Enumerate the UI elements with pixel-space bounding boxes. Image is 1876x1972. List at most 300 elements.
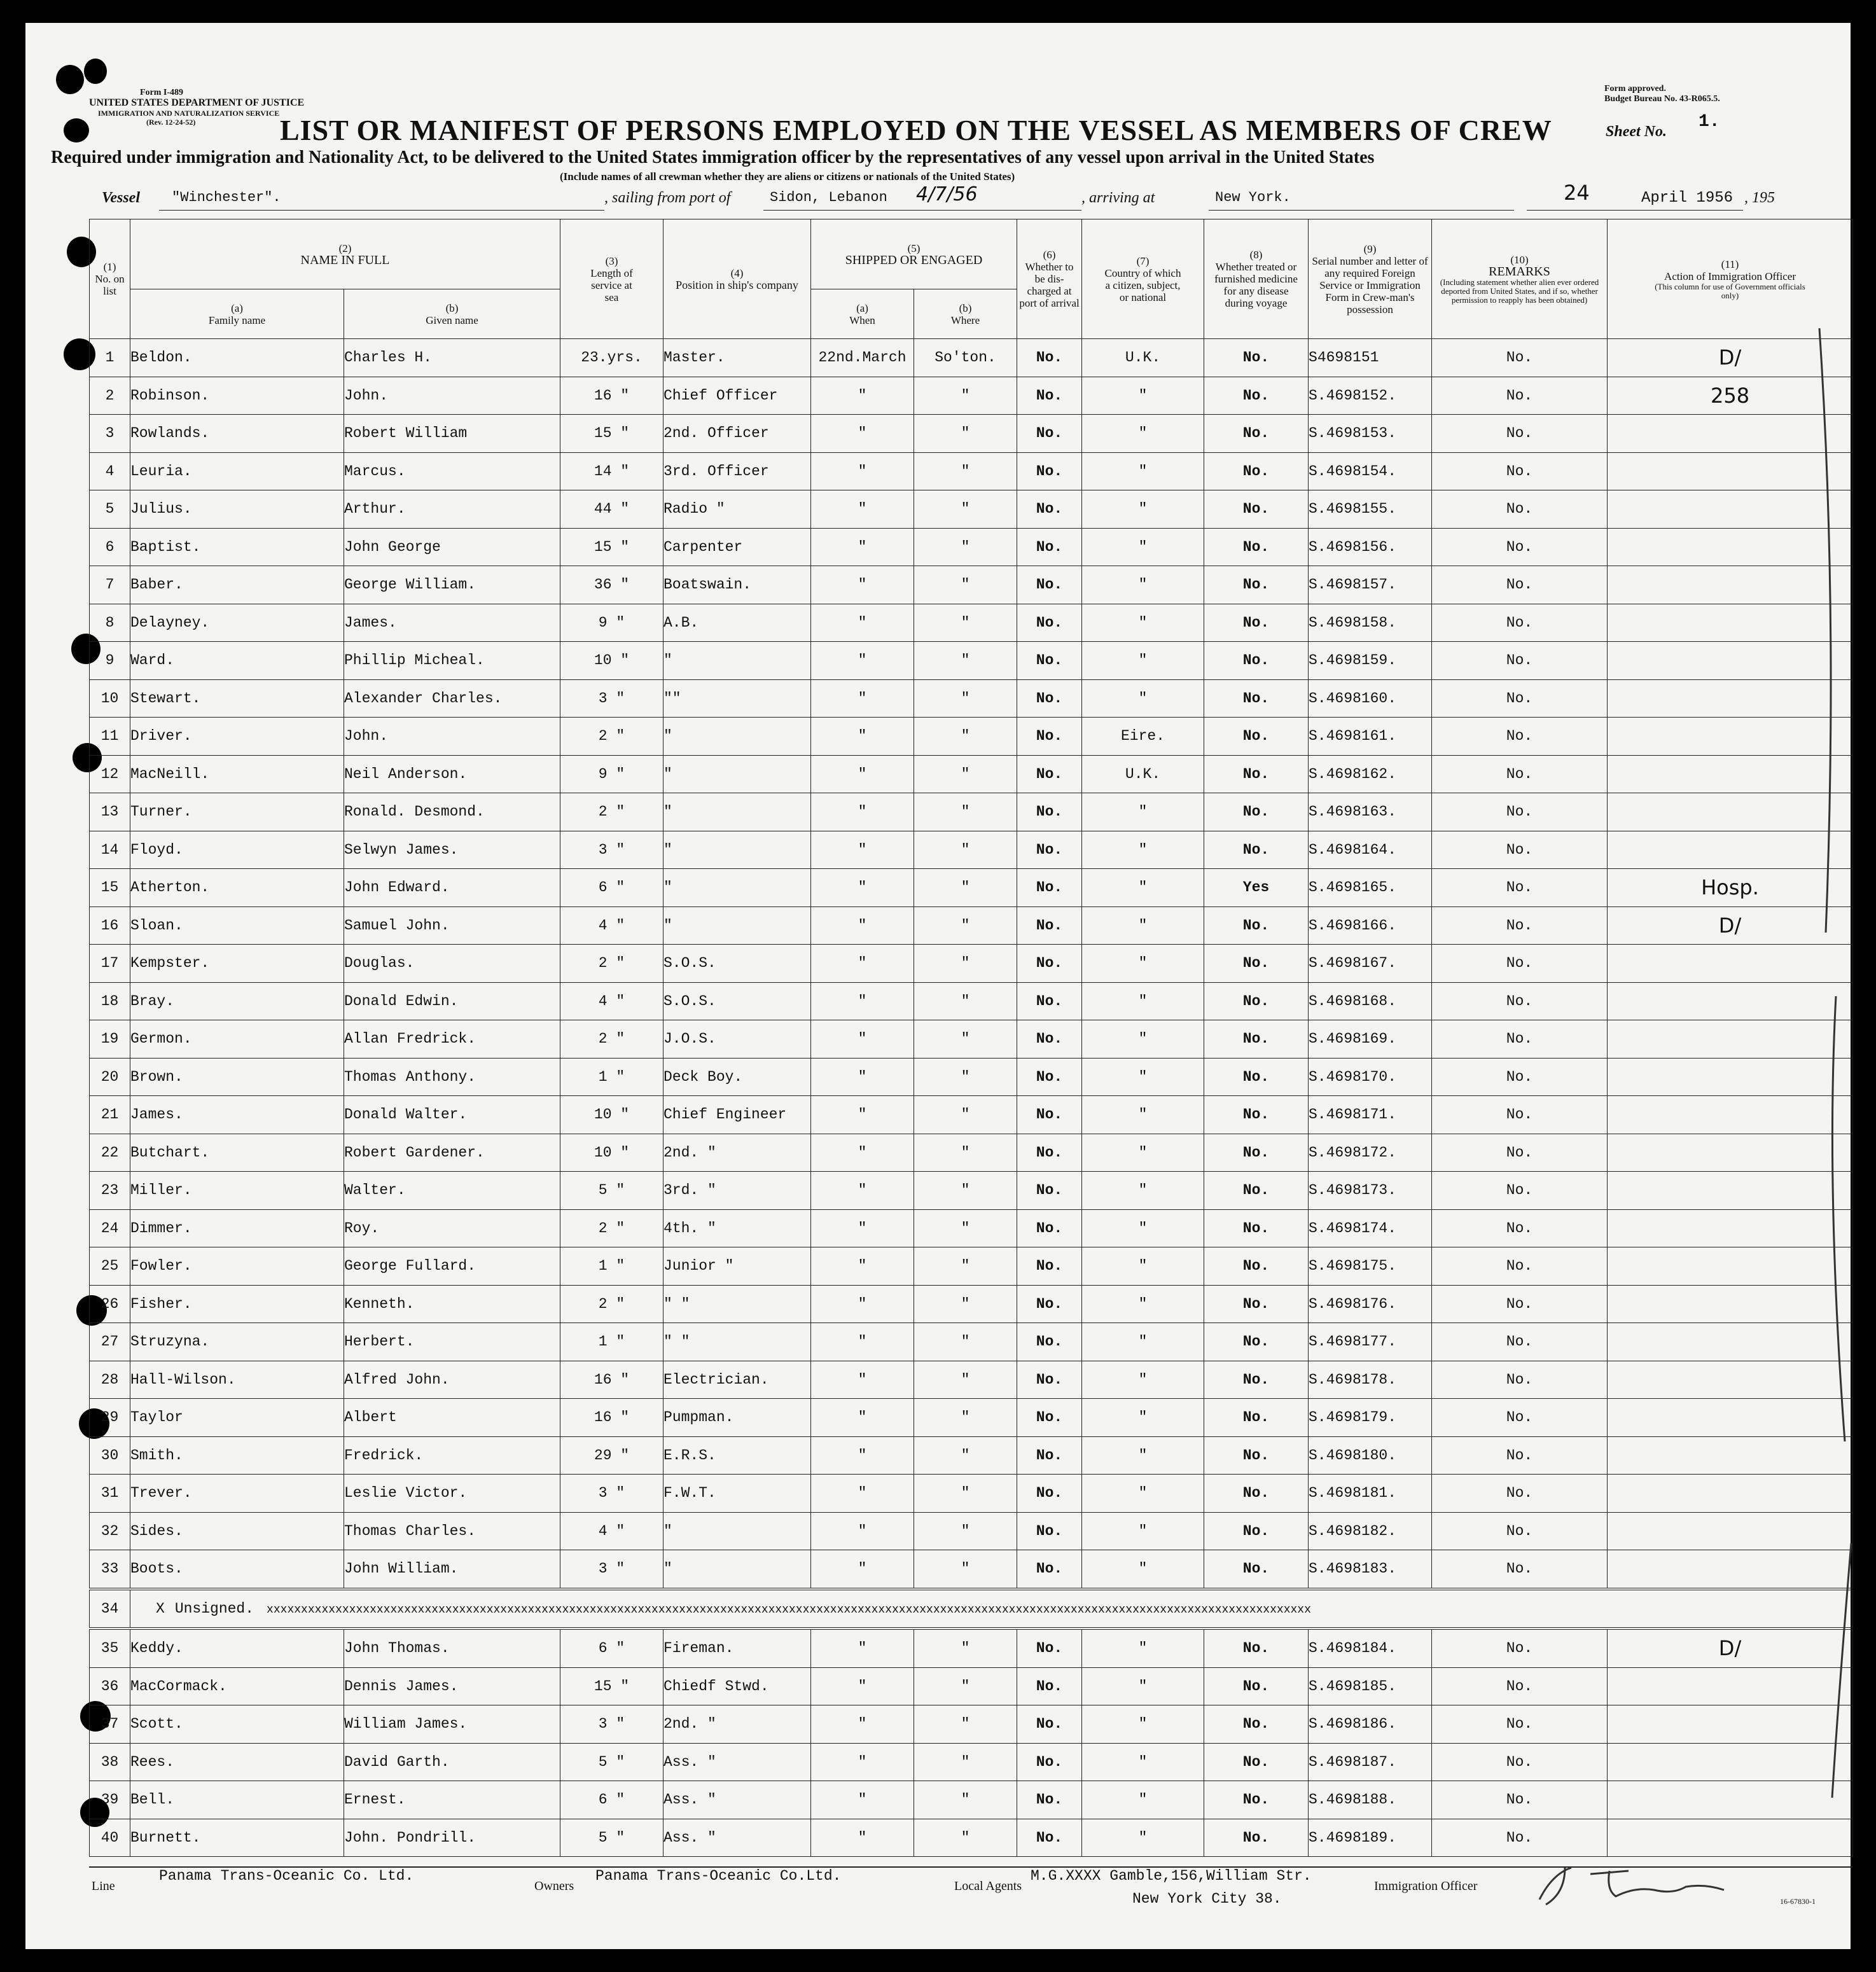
cell-position: F.W.T. bbox=[664, 1475, 811, 1513]
row-number: 7 bbox=[90, 566, 130, 604]
cell-action: D/ bbox=[1608, 339, 1853, 377]
cell-given: Roy. bbox=[344, 1209, 560, 1247]
col-no-header: (1) No. on list bbox=[90, 219, 130, 339]
cell-service: 1 " bbox=[560, 1247, 664, 1286]
row-number: 2 bbox=[90, 377, 130, 415]
cell-family: Scott. bbox=[130, 1705, 344, 1744]
service: IMMIGRATION AND NATURALIZATION SERVICE bbox=[98, 109, 280, 118]
cell-remarks: No. bbox=[1432, 1667, 1608, 1705]
cell-country: " bbox=[1082, 377, 1204, 415]
cell-discharged: No. bbox=[1017, 1628, 1082, 1667]
row-number: 27 bbox=[90, 1323, 130, 1361]
cell-when: " bbox=[811, 1096, 914, 1134]
cell-family: Delayney. bbox=[130, 604, 344, 642]
row-number: 9 bbox=[90, 642, 130, 680]
handwritten-date: 4/7/56 bbox=[916, 183, 978, 205]
cell-discharged: No. bbox=[1017, 415, 1082, 453]
table-row bbox=[90, 1781, 1853, 1819]
cell-country: " bbox=[1082, 1550, 1204, 1589]
revision: (Rev. 12-24-52) bbox=[146, 118, 196, 127]
officer-label: Immigration Officer bbox=[1374, 1879, 1478, 1893]
cell-given: Albert bbox=[344, 1399, 560, 1437]
cell-where: " bbox=[914, 1512, 1017, 1550]
cell-service: 2 " bbox=[560, 718, 664, 756]
cell-where: " bbox=[914, 1020, 1017, 1059]
cell-where: " bbox=[914, 1134, 1017, 1172]
cell-service: 2 " bbox=[560, 945, 664, 983]
cell-family: Sloan. bbox=[130, 906, 344, 945]
cell-discharged: No. bbox=[1017, 604, 1082, 642]
cell-position: S.O.S. bbox=[664, 945, 811, 983]
cell-country: " bbox=[1082, 604, 1204, 642]
cell-serial: S.4698171. bbox=[1309, 1096, 1432, 1134]
cell-remarks: No. bbox=[1432, 831, 1608, 869]
cell-given: Thomas Charles. bbox=[344, 1512, 560, 1550]
cell-when: " bbox=[811, 1512, 914, 1550]
cell-given: John George bbox=[344, 528, 560, 566]
cell-treated: No. bbox=[1204, 1743, 1309, 1781]
table-row bbox=[90, 1361, 1853, 1399]
cell-service: 36 " bbox=[560, 566, 664, 604]
cell-when: " bbox=[811, 1436, 914, 1475]
col-family-header: (a) Family name bbox=[130, 289, 344, 339]
cell-family: Brown. bbox=[130, 1058, 344, 1096]
cell-family: Taylor bbox=[130, 1399, 344, 1437]
cell-when: " bbox=[811, 945, 914, 983]
col-where-header: (b) Where bbox=[914, 289, 1017, 339]
cell-discharged: No. bbox=[1017, 642, 1082, 680]
row-number: 16 bbox=[90, 906, 130, 945]
cell-country: " bbox=[1082, 1058, 1204, 1096]
row-number: 6 bbox=[90, 528, 130, 566]
cell-where: " bbox=[914, 1399, 1017, 1437]
cell-treated: No. bbox=[1204, 1209, 1309, 1247]
cell-discharged: No. bbox=[1017, 566, 1082, 604]
cell-treated: No. bbox=[1204, 1323, 1309, 1361]
cell-given: George William. bbox=[344, 566, 560, 604]
cell-service: 3 " bbox=[560, 831, 664, 869]
cell-serial: S.4698189. bbox=[1309, 1819, 1432, 1857]
table-row bbox=[90, 1247, 1853, 1286]
row-number: 18 bbox=[90, 982, 130, 1020]
cell-service: 29 " bbox=[560, 1436, 664, 1475]
cell-discharged: No. bbox=[1017, 1247, 1082, 1286]
cell-given: Ronald. Desmond. bbox=[344, 793, 560, 831]
cell-treated: No. bbox=[1204, 945, 1309, 983]
cell-position: 2nd. " bbox=[664, 1134, 811, 1172]
table-row bbox=[90, 1096, 1853, 1134]
row-number: 11 bbox=[90, 718, 130, 756]
cell-country: " bbox=[1082, 415, 1204, 453]
cell-given: Robert Gardener. bbox=[344, 1134, 560, 1172]
cell-service: 2 " bbox=[560, 1285, 664, 1323]
cell-discharged: No. bbox=[1017, 945, 1082, 983]
cell-family: Rees. bbox=[130, 1743, 344, 1781]
cell-treated: No. bbox=[1204, 1172, 1309, 1210]
cell-country: " bbox=[1082, 1096, 1204, 1134]
table-row bbox=[90, 755, 1853, 793]
sheet-label: Sheet No. bbox=[1606, 123, 1667, 140]
manifest-sheet bbox=[25, 23, 1851, 1949]
cell-when: " bbox=[811, 793, 914, 831]
cell-action: D/ bbox=[1608, 1628, 1853, 1667]
col-service-header: (3) Length of service at sea bbox=[560, 219, 664, 339]
vessel-underline bbox=[159, 210, 604, 211]
cell-remarks: No. bbox=[1432, 906, 1608, 945]
cell-when: 22nd.March bbox=[811, 339, 914, 377]
cell-when: " bbox=[811, 1475, 914, 1513]
cell-position: " bbox=[664, 869, 811, 907]
cell-treated: No. bbox=[1204, 642, 1309, 680]
cell-serial: S.4698170. bbox=[1309, 1058, 1432, 1096]
cell-family: Bray. bbox=[130, 982, 344, 1020]
cell-treated: No. bbox=[1204, 755, 1309, 793]
cell-remarks: No. bbox=[1432, 1399, 1608, 1437]
cell-discharged: No. bbox=[1017, 1781, 1082, 1819]
margin-line bbox=[1781, 233, 1858, 1823]
cell-serial: S.4698172. bbox=[1309, 1134, 1432, 1172]
cell-treated: No. bbox=[1204, 1247, 1309, 1286]
cell-remarks: No. bbox=[1432, 1172, 1608, 1210]
cell-when: " bbox=[811, 1705, 914, 1744]
row-number: 23 bbox=[90, 1172, 130, 1210]
cell-service: 16 " bbox=[560, 377, 664, 415]
cell-serial: S.4698174. bbox=[1309, 1209, 1432, 1247]
cell-service: 5 " bbox=[560, 1819, 664, 1857]
cell-remarks: No. bbox=[1432, 679, 1608, 718]
cell-serial: S.4698181. bbox=[1309, 1475, 1432, 1513]
cell-when: " bbox=[811, 1134, 914, 1172]
agents-value: M.G.XXXX Gamble,156,William Str. bbox=[1031, 1868, 1312, 1884]
cell-treated: No. bbox=[1204, 528, 1309, 566]
cell-discharged: No. bbox=[1017, 906, 1082, 945]
cell-country: " bbox=[1082, 831, 1204, 869]
cell-remarks: No. bbox=[1432, 1628, 1608, 1667]
cell-position: Ass. " bbox=[664, 1819, 811, 1857]
sailing-port: Sidon, Lebanon bbox=[770, 190, 887, 205]
cell-family: Hall-Wilson. bbox=[130, 1361, 344, 1399]
cell-family: Floyd. bbox=[130, 831, 344, 869]
cell-discharged: No. bbox=[1017, 1134, 1082, 1172]
row-number: 17 bbox=[90, 945, 130, 983]
cell-service: 2 " bbox=[560, 1020, 664, 1059]
table-row bbox=[90, 1020, 1853, 1059]
cell-discharged: No. bbox=[1017, 793, 1082, 831]
row-number: 35 bbox=[90, 1628, 130, 1667]
cell-given: John William. bbox=[344, 1550, 560, 1589]
cell-treated: No. bbox=[1204, 1512, 1309, 1550]
cell-given: Ernest. bbox=[344, 1781, 560, 1819]
cell-given: John. bbox=[344, 377, 560, 415]
cell-family: Driver. bbox=[130, 718, 344, 756]
cell-where: " bbox=[914, 490, 1017, 529]
cell-where: " bbox=[914, 1628, 1017, 1667]
cell-discharged: No. bbox=[1017, 831, 1082, 869]
table-row bbox=[90, 415, 1853, 453]
row-number: 14 bbox=[90, 831, 130, 869]
cell-treated: No. bbox=[1204, 490, 1309, 529]
cell-service: 2 " bbox=[560, 793, 664, 831]
table-row bbox=[90, 1550, 1853, 1589]
cell-treated: No. bbox=[1204, 793, 1309, 831]
cell-service: 5 " bbox=[560, 1172, 664, 1210]
cell-where: " bbox=[914, 1247, 1017, 1286]
cell-country: " bbox=[1082, 1512, 1204, 1550]
cell-given: Thomas Anthony. bbox=[344, 1058, 560, 1096]
table-row bbox=[90, 831, 1853, 869]
cell-family: Fisher. bbox=[130, 1285, 344, 1323]
cell-where: " bbox=[914, 1172, 1017, 1210]
cell-when: " bbox=[811, 1361, 914, 1399]
cell-when: " bbox=[811, 1819, 914, 1857]
cell-where: " bbox=[914, 1705, 1017, 1744]
table-row bbox=[90, 642, 1853, 680]
date-underline bbox=[1527, 210, 1743, 211]
cell-service: 3 " bbox=[560, 1475, 664, 1513]
cell-when: " bbox=[811, 452, 914, 490]
line-label: Line bbox=[92, 1879, 115, 1893]
cell-given: Charles H. bbox=[344, 339, 560, 377]
row-number: 15 bbox=[90, 869, 130, 907]
cell-serial: S.4698167. bbox=[1309, 945, 1432, 983]
cell-service: 4 " bbox=[560, 906, 664, 945]
row-number: 39 bbox=[90, 1781, 130, 1819]
cell-discharged: No. bbox=[1017, 869, 1082, 907]
table-row bbox=[90, 1058, 1853, 1096]
cell-action: 258 bbox=[1608, 377, 1853, 415]
cell-position: "" bbox=[664, 679, 811, 718]
cell-when: " bbox=[811, 982, 914, 1020]
col-position-header: (4) Position in ship's company bbox=[664, 219, 811, 339]
cell-position: " bbox=[664, 906, 811, 945]
cell-remarks: No. bbox=[1432, 566, 1608, 604]
cell-treated: No. bbox=[1204, 1399, 1309, 1437]
cell-remarks: No. bbox=[1432, 1323, 1608, 1361]
cell-family: Leuria. bbox=[130, 452, 344, 490]
cell-discharged: No. bbox=[1017, 452, 1082, 490]
unsigned-label: Unsigned. bbox=[174, 1600, 254, 1617]
cell-remarks: No. bbox=[1432, 1512, 1608, 1550]
cell-discharged: No. bbox=[1017, 1819, 1082, 1857]
cell-where: So'ton. bbox=[914, 339, 1017, 377]
cell-family: Germon. bbox=[130, 1020, 344, 1059]
cell-treated: No. bbox=[1204, 1058, 1309, 1096]
row-number: 4 bbox=[90, 452, 130, 490]
cell-given: David Garth. bbox=[344, 1743, 560, 1781]
table-row bbox=[90, 1134, 1853, 1172]
cell-family: Smith. bbox=[130, 1436, 344, 1475]
row-number: 31 bbox=[90, 1475, 130, 1513]
cell-country: " bbox=[1082, 490, 1204, 529]
cell-discharged: No. bbox=[1017, 1475, 1082, 1513]
cell-country: U.K. bbox=[1082, 339, 1204, 377]
cell-discharged: No. bbox=[1017, 1705, 1082, 1744]
cell-when: " bbox=[811, 1058, 914, 1096]
cell-where: " bbox=[914, 1361, 1017, 1399]
cell-family: Miller. bbox=[130, 1172, 344, 1210]
cell-treated: No. bbox=[1204, 1781, 1309, 1819]
cell-country: " bbox=[1082, 1743, 1204, 1781]
cell-position: " bbox=[664, 1550, 811, 1589]
cell-position: Electrician. bbox=[664, 1361, 811, 1399]
crew-rows bbox=[90, 339, 1853, 1857]
cell-when: " bbox=[811, 1209, 914, 1247]
cell-when: " bbox=[811, 1020, 914, 1059]
cell-remarks: No. bbox=[1432, 415, 1608, 453]
cell-country: " bbox=[1082, 1323, 1204, 1361]
cell-service: 15 " bbox=[560, 1667, 664, 1705]
table-row bbox=[90, 1589, 1853, 1629]
cell-service: 10 " bbox=[560, 642, 664, 680]
cell-family: James. bbox=[130, 1096, 344, 1134]
cell-country: " bbox=[1082, 906, 1204, 945]
cell-family: Dimmer. bbox=[130, 1209, 344, 1247]
cell-discharged: No. bbox=[1017, 377, 1082, 415]
cell-service: 4 " bbox=[560, 982, 664, 1020]
print-code: 16-67830-1 bbox=[1780, 1897, 1816, 1906]
cell-given: Alexander Charles. bbox=[344, 679, 560, 718]
cell-serial: S.4698176. bbox=[1309, 1285, 1432, 1323]
cell-serial: S.4698162. bbox=[1309, 755, 1432, 793]
cell-treated: No. bbox=[1204, 377, 1309, 415]
port-underline bbox=[763, 210, 1081, 211]
cell-given: Arthur. bbox=[344, 490, 560, 529]
cell-treated: No. bbox=[1204, 831, 1309, 869]
cell-family: Julius. bbox=[130, 490, 344, 529]
cell-serial: S.4698178. bbox=[1309, 1361, 1432, 1399]
cell-given: William James. bbox=[344, 1705, 560, 1744]
cell-family: MacNeill. bbox=[130, 755, 344, 793]
cell-discharged: No. bbox=[1017, 1550, 1082, 1589]
cell-serial: S.4698152. bbox=[1309, 377, 1432, 415]
row-number: 10 bbox=[90, 679, 130, 718]
cell-country: " bbox=[1082, 566, 1204, 604]
cell-treated: No. bbox=[1204, 982, 1309, 1020]
cell-given: Leslie Victor. bbox=[344, 1475, 560, 1513]
cell-service: 14 " bbox=[560, 452, 664, 490]
row-number: 3 bbox=[90, 415, 130, 453]
cell-remarks: No. bbox=[1432, 1058, 1608, 1096]
cell-position: " bbox=[664, 793, 811, 831]
cell-position: Pumpman. bbox=[664, 1399, 811, 1437]
cell-country: " bbox=[1082, 1781, 1204, 1819]
col-shipped-header: (5) SHIPPED OR ENGAGED bbox=[811, 219, 1017, 289]
unsigned-strike: xxxxxxxxxxxxxxxxxxxxxxxxxxxxxxxxxxxxxxxxxxxxxxxxxxxxxxxxxxxxxxxxxxxxxxxxxxxxxxxxxxxxxxxxxxxxxxxxxxxxxxxxxxxxxxxxxxxxxxxxxxxxxxxxxxxxxxxxxxxxxxxxxxxxxxxx bbox=[267, 1603, 1311, 1616]
cell-discharged: No. bbox=[1017, 1512, 1082, 1550]
sailing-label: , sailing from port of bbox=[604, 190, 731, 206]
cell-serial: S.4698183. bbox=[1309, 1550, 1432, 1589]
cell-country: " bbox=[1082, 642, 1204, 680]
cell-position: E.R.S. bbox=[664, 1436, 811, 1475]
cell-when: " bbox=[811, 490, 914, 529]
cell-remarks: No. bbox=[1432, 1781, 1608, 1819]
cell-remarks: No. bbox=[1432, 793, 1608, 831]
cell-discharged: No. bbox=[1017, 1667, 1082, 1705]
table-row bbox=[90, 945, 1853, 983]
cell-discharged: No. bbox=[1017, 339, 1082, 377]
cell-given: James. bbox=[344, 604, 560, 642]
table-row bbox=[90, 1667, 1853, 1705]
cell-remarks: No. bbox=[1432, 339, 1608, 377]
cell-where: " bbox=[914, 1058, 1017, 1096]
cell-remarks: No. bbox=[1432, 1550, 1608, 1589]
cell-remarks: No. bbox=[1432, 869, 1608, 907]
cell-treated: No. bbox=[1204, 566, 1309, 604]
row-number: 36 bbox=[90, 1667, 130, 1705]
cell-family: Atherton. bbox=[130, 869, 344, 907]
cell-serial: S.4698164. bbox=[1309, 831, 1432, 869]
cell-discharged: No. bbox=[1017, 1436, 1082, 1475]
cell-serial: S.4698186. bbox=[1309, 1705, 1432, 1744]
cell-remarks: No. bbox=[1432, 528, 1608, 566]
cell-when: " bbox=[811, 831, 914, 869]
cell-family: Robinson. bbox=[130, 377, 344, 415]
cell-treated: No. bbox=[1204, 1096, 1309, 1134]
cell-position: Chief Officer bbox=[664, 377, 811, 415]
row-number: 19 bbox=[90, 1020, 130, 1059]
cell-position: 3rd. Officer bbox=[664, 452, 811, 490]
cell-discharged: No. bbox=[1017, 1361, 1082, 1399]
cell-where: " bbox=[914, 982, 1017, 1020]
cell-family: Bell. bbox=[130, 1781, 344, 1819]
cell-given: Allan Fredrick. bbox=[344, 1020, 560, 1059]
cell-given: John. Pondrill. bbox=[344, 1819, 560, 1857]
cell-country: U.K. bbox=[1082, 755, 1204, 793]
cell-position: Carpenter bbox=[664, 528, 811, 566]
cell-treated: No. bbox=[1204, 339, 1309, 377]
cell-treated: No. bbox=[1204, 1361, 1309, 1399]
table-row bbox=[90, 452, 1853, 490]
table-row bbox=[90, 1819, 1853, 1857]
cell-where: " bbox=[914, 1550, 1017, 1589]
cell-given: Fredrick. bbox=[344, 1436, 560, 1475]
row-number: 40 bbox=[90, 1819, 130, 1857]
cell-family: MacCormack. bbox=[130, 1667, 344, 1705]
cell-serial: S.4698179. bbox=[1309, 1399, 1432, 1437]
cell-serial: S.4698163. bbox=[1309, 793, 1432, 831]
table-row bbox=[90, 1512, 1853, 1550]
cell-position: Ass. " bbox=[664, 1743, 811, 1781]
cell-when: " bbox=[811, 566, 914, 604]
cell-service: 1 " bbox=[560, 1058, 664, 1096]
cell-treated: No. bbox=[1204, 1475, 1309, 1513]
subtitle: Required under immigration and Nationality Act, to be delivered to the United States immigration officer by the representatives of any vessel upon arrival in the United States bbox=[51, 148, 1375, 167]
cell-discharged: No. bbox=[1017, 1172, 1082, 1210]
cell-where: " bbox=[914, 679, 1017, 718]
cell-serial: S.4698184. bbox=[1309, 1628, 1432, 1667]
cell-when: " bbox=[811, 415, 914, 453]
cell-position: S.O.S. bbox=[664, 982, 811, 1020]
cell-country: " bbox=[1082, 982, 1204, 1020]
table-row bbox=[90, 339, 1853, 377]
col-name-header: (2) NAME IN FULL bbox=[130, 219, 560, 289]
cell-action bbox=[1608, 1819, 1853, 1857]
cell-country: " bbox=[1082, 1667, 1204, 1705]
cell-position: Chief Engineer bbox=[664, 1096, 811, 1134]
cell-treated: No. bbox=[1204, 604, 1309, 642]
cell-where: " bbox=[914, 1323, 1017, 1361]
cell-country: " bbox=[1082, 1247, 1204, 1286]
cell-remarks: No. bbox=[1432, 1475, 1608, 1513]
cell-when: " bbox=[811, 1781, 914, 1819]
cell-treated: Yes bbox=[1204, 869, 1309, 907]
cell-remarks: No. bbox=[1432, 1436, 1608, 1475]
cell-position: " " bbox=[664, 1323, 811, 1361]
cell-serial: S.4698175. bbox=[1309, 1247, 1432, 1286]
cell-serial: S.4698185. bbox=[1309, 1667, 1432, 1705]
cell-discharged: No. bbox=[1017, 1209, 1082, 1247]
cell-action: Hosp. bbox=[1608, 869, 1853, 907]
